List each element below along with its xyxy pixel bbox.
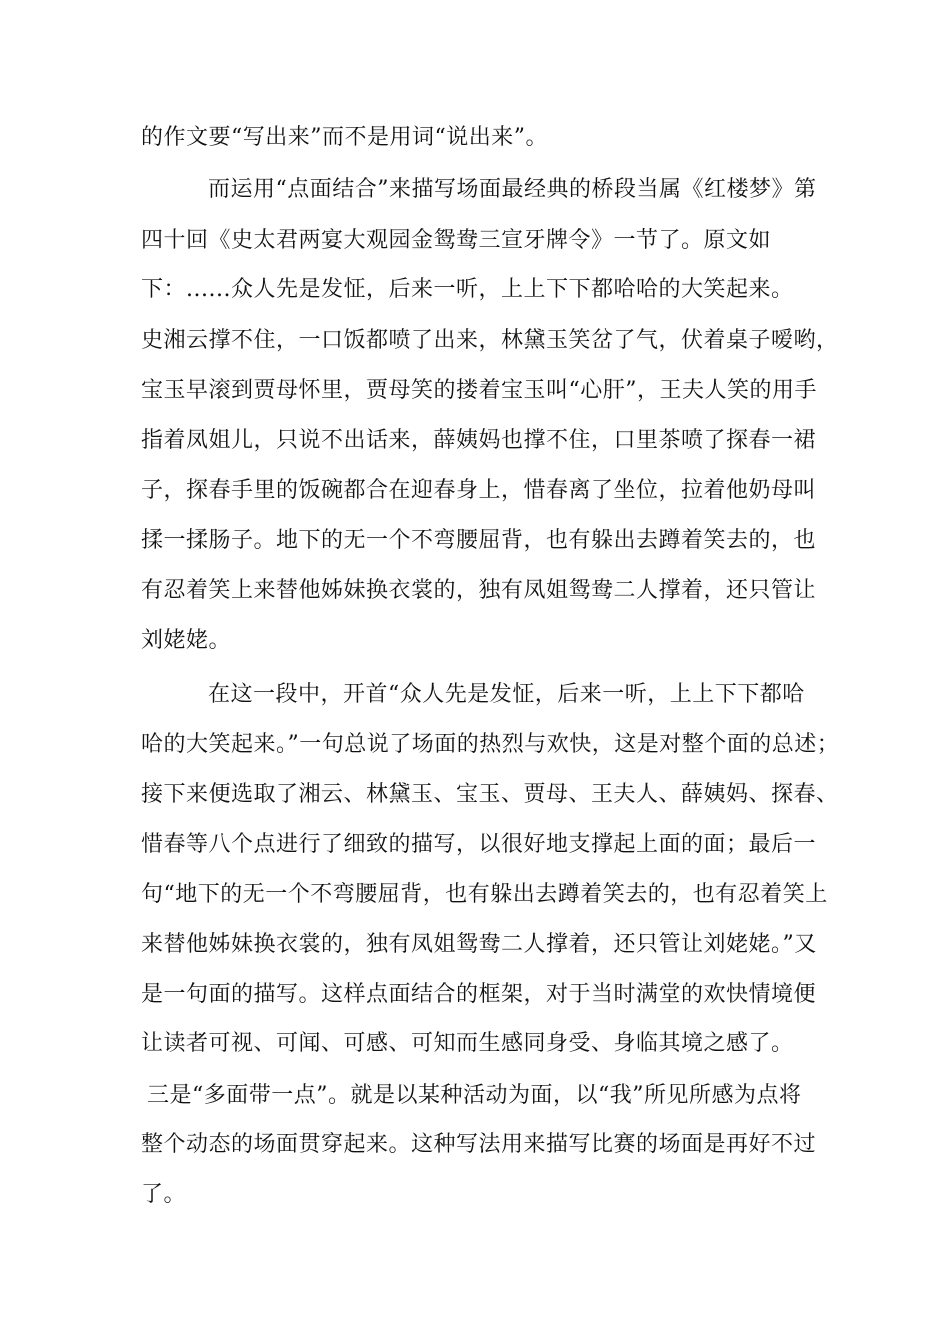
text-line: 整个动态的场面贯穿起来。这种写法用来描写比赛的场面是再好不过 <box>141 1132 817 1157</box>
text-line: 了。 <box>141 1182 187 1207</box>
paragraph-start-line: 三是“多面带一点”。就是以某种活动为面，以“我”所见所感为点将 <box>147 1083 802 1108</box>
text-line: 指着凤姐儿，只说不出话来，薛姨妈也撑不住，口里茶喷了探春一裙 <box>141 428 817 453</box>
text-line: 宝玉早滚到贾母怀里，贾母笑的搂着宝玉叫“心肝”，王夫人笑的用手 <box>141 378 817 403</box>
text-line: 的作文要“写出来”而不是用词“说出来”。 <box>141 125 548 150</box>
text-line: 来替他姊妹换衣裳的，独有凤姐鸳鸯二人撑着，还只管让刘姥姥。”又 <box>141 932 817 957</box>
paragraph-start-line: 而运用“点面结合”来描写场面最经典的桥段当属《红楼梦》第 <box>208 177 817 202</box>
text-line: 揉一揉肠子。地下的无一个不弯腰屈背，也有躲出去蹲着笑去的，也 <box>141 528 817 553</box>
text-line: 刘姥姥。 <box>141 628 232 653</box>
text-line: 接下来便选取了湘云、林黛玉、宝玉、贾母、王夫人、薛姨妈、探春、 <box>141 782 839 807</box>
text-line: 惜春等八个点进行了细致的描写，以很好地支撑起上面的面；最后一 <box>141 832 817 857</box>
text-line: 让读者可视、可闻、可感、可知而生感同身受、身临其境之感了。 <box>141 1031 794 1056</box>
paragraph-start-line: 在这一段中，开首“众人先是发怔，后来一听，上上下下都哈 <box>208 682 805 707</box>
text-line: 下：......众人先是发怔，后来一听，上上下下都哈哈的大笑起来。 <box>141 277 794 302</box>
text-line: 哈的大笑起来。”一句总说了场面的热烈与欢快，这是对整个面的总述； <box>141 732 840 757</box>
text-line: 史湘云撑不住，一口饭都喷了出来，林黛玉笑岔了气，伏着桌子嗳哟， <box>141 328 839 353</box>
text-line: 句“地下的无一个不弯腰屈背，也有躲出去蹲着笑去的，也有忍着笑上 <box>141 882 828 907</box>
text-line: 子，探春手里的饭碗都合在迎春身上，惜春离了坐位，拉着他奶母叫 <box>141 478 817 503</box>
text-line: 有忍着笑上来替他姊妹换衣裳的，独有凤姐鸳鸯二人撑着，还只管让 <box>141 578 817 603</box>
text-line: 四十回《史太君两宴大观园金鸳鸯三宣牙牌令》一节了。原文如 <box>141 228 772 253</box>
text-line: 是一句面的描写。这样点面结合的框架，对于当时满堂的欢快情境便 <box>141 982 817 1007</box>
